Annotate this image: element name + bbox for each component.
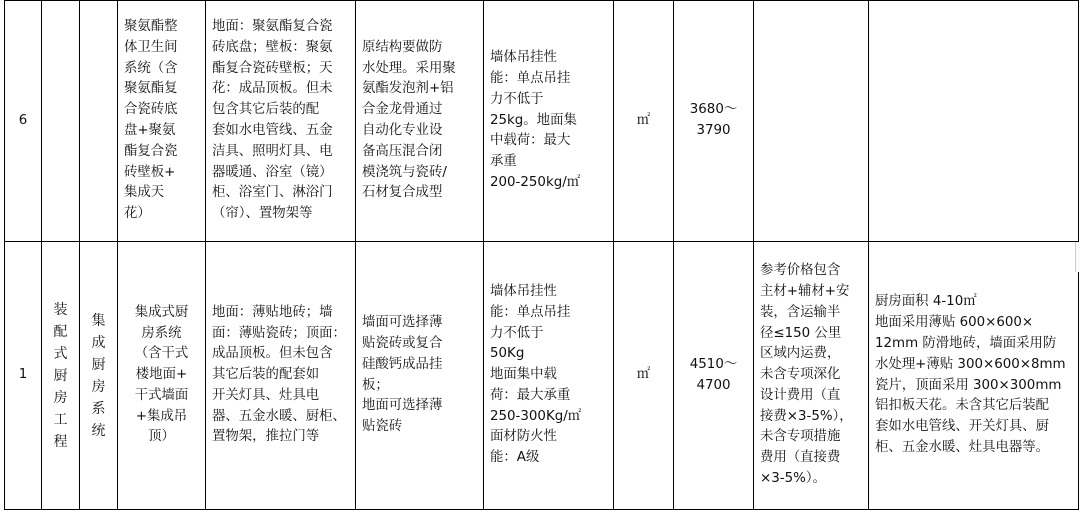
performance-cell: 墙体吊挂性 能：单点吊挂 力不低于 50Kg 地面集中载 荷：最大承重 250-300Kg/㎡ 面材防火性 能：A级 bbox=[484, 242, 614, 510]
table-row bbox=[5, 1, 1079, 242]
scrollbar-handle[interactable] bbox=[1075, 242, 1080, 272]
price-cell: 3680～ 3790 bbox=[674, 1, 754, 242]
unit-cell: ㎡ bbox=[614, 1, 674, 242]
system-cell: 集成式厨 房系统 （含干式 楼地面+ 干式墙面 +集成吊 顶） bbox=[118, 242, 206, 510]
material-cell: 原结构要做防 水处理。采用聚 氨酯发泡剂+铝 合金龙骨通过 自动化专业设 备高压混合闭 模浇筑与瓷砖/ 石材复合成型 bbox=[356, 1, 484, 242]
content-cell: 地面：聚氨酯复合瓷 砖底盘；壁板：聚氨 酯复合瓷砖壁板；天 花：成品顶板。但未 包含其它后装的配 套如水电管线、五金 洁具、照明灯具、电 器暖通、浴室（镜） 柜、浴室门、淋浴门 （帘）、置物架等 bbox=[206, 1, 356, 242]
category-cell bbox=[42, 1, 80, 242]
unit-cell: ㎡ bbox=[614, 242, 674, 510]
row-number: 6 bbox=[5, 1, 42, 242]
performance-cell: 墙体吊挂性 能：单点吊挂 力不低于 25kg。地面集 中载荷：最大 承重 200-250kg/㎡ bbox=[484, 1, 614, 242]
price-cell: 4510～ 4700 bbox=[674, 242, 754, 510]
system-label-cell: 集 成 厨 房 系 统 bbox=[80, 242, 118, 510]
material-cell: 墙面可选择薄 贴瓷砖或复合 硅酸钙成品挂 板； 地面可选择薄 贴瓷砖 bbox=[356, 242, 484, 510]
price-table bbox=[4, 0, 1079, 510]
system-label-cell bbox=[80, 1, 118, 242]
row-number: 1 bbox=[5, 242, 42, 510]
price-note-cell: 参考价格包含 主材+辅材+安 装，含运输半 径≤150 公里 区域内运费， 未含专项深化 设计费用（直 接费×3-5%）， 未含专项措施 费用（直接费 ×3-5%）。 bbox=[754, 242, 869, 510]
content-cell: 地面：薄贴地砖；墙 面：薄贴瓷砖；顶面： 成品顶板。但未包含 其它后装的配套如 开关灯具、灶具电 器、五金水暖、厨柜、 置物架，推拉门等 bbox=[206, 242, 356, 510]
remark-cell bbox=[869, 1, 1079, 242]
table-row bbox=[5, 242, 1079, 510]
remark-cell: 厨房面积 4-10㎡ 地面采用薄贴 600×600× 12mm 防滑地砖，墙面采用防 水处理+薄贴 300×600×8mm 瓷片，顶面采用 300×300mm 铝扣板天花。未含其它后装配 套如水电管线、开关灯具、厨 柜、五金水暖、灶具电器等。 bbox=[869, 242, 1079, 510]
system-cell: 聚氨酯整 体卫生间 系统（含 聚氨酯复 合瓷砖底 盘+聚氨 酯复合瓷 砖壁板+ 集成天 花） bbox=[118, 1, 206, 242]
category-cell: 装 配 式 厨 房 工 程 bbox=[42, 242, 80, 510]
price-note-cell bbox=[754, 1, 869, 242]
